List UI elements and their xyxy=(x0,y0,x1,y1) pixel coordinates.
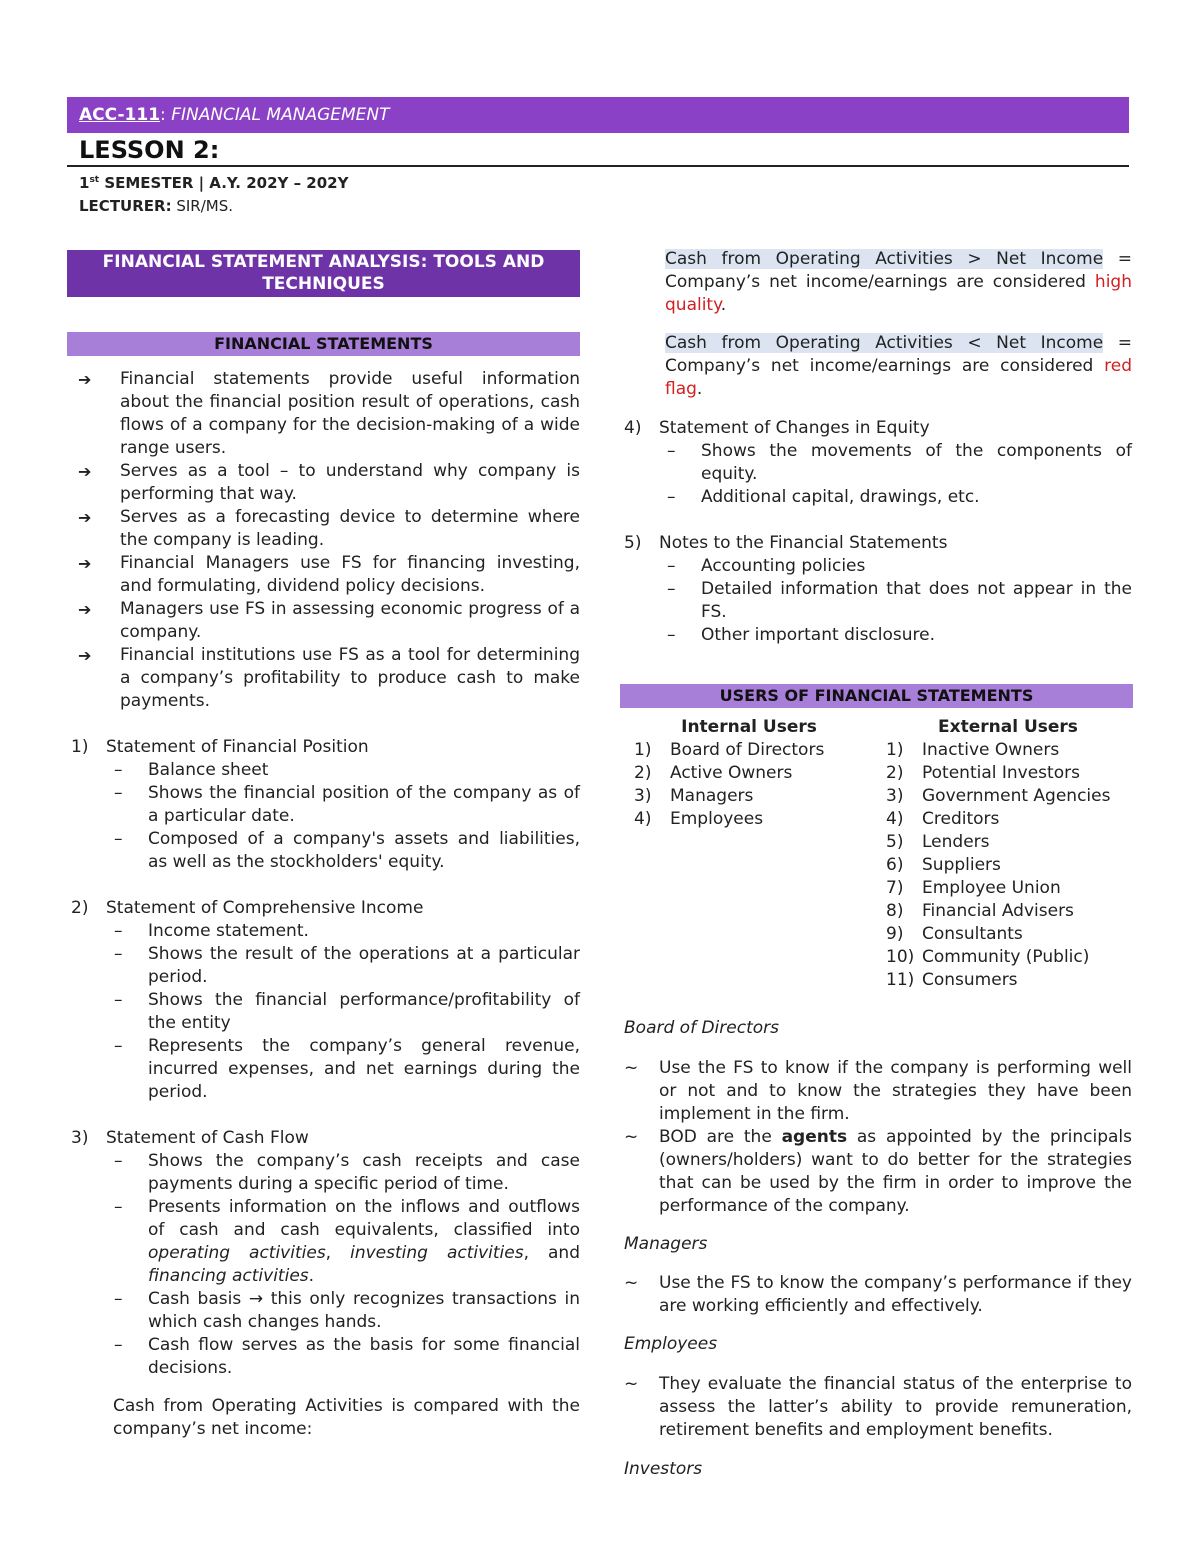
semester-line xyxy=(79,174,348,192)
users-grid xyxy=(620,708,1132,990)
course-code: ACC-111 xyxy=(79,105,161,125)
users-of-fs-heading: USERS OF FINANCIAL STATEMENTS xyxy=(620,684,1133,708)
list-item: – Other important disclosure. xyxy=(659,624,1132,647)
statement-title: Statement of Comprehensive Income xyxy=(106,898,424,918)
statement-cash-flow xyxy=(67,1127,580,1395)
list-item: ~ Use the FS to know if the company is performing well or not and to know the strategies they have been implement in the firm. xyxy=(620,1057,1132,1126)
lesson-title: LESSON 2: xyxy=(79,136,220,164)
list-item: 9) Consultants xyxy=(886,924,1023,944)
employees-heading: Employees xyxy=(624,1334,718,1354)
financial-statements-heading: FINANCIAL STATEMENTS xyxy=(67,332,580,356)
list-item: 4) Creditors xyxy=(886,809,1000,829)
list-item: – Additional capital, drawings, etc. xyxy=(659,486,1132,509)
bod-list xyxy=(620,1057,1132,1218)
list-item: – Shows the movements of the components of equity. xyxy=(659,440,1132,486)
external-users-heading: External Users xyxy=(938,717,1078,737)
comparison-high-quality: Cash from Operating Activities > Net Income = Company’s net income/earnings are considered high quality. xyxy=(665,249,1132,315)
list-item: – Income statement. xyxy=(106,920,580,943)
list-item: ~ BOD are the agents as appointed by the principals (owners/holders) want to do better for the strategies that can be used by the firm in order to improve the performance of the company. xyxy=(620,1126,1132,1218)
operating-activities-term: operating activities xyxy=(148,1243,326,1263)
list-item: – Shows the financial position of the company as of a particular date. xyxy=(106,782,580,828)
managers-heading: Managers xyxy=(624,1234,708,1254)
list-item: – Represents the company’s general revenue, incurred expenses, and net earnings during the period. xyxy=(106,1035,580,1104)
list-item: ➔ Managers use FS in assessing economic progress of a company. xyxy=(67,598,580,644)
managers-list xyxy=(620,1272,1132,1318)
semester-suffix: st xyxy=(89,175,100,185)
notes-to-fs xyxy=(620,532,1132,647)
course-separator: : xyxy=(160,105,172,125)
semester-text: SEMESTER | A.Y. 202Y – 202Y xyxy=(99,174,349,192)
fs-bullet-list xyxy=(67,368,580,713)
statement-title: Statement of Cash Flow xyxy=(106,1128,309,1148)
list-item: ➔ Financial institutions use FS as a tool for determining a company’s profitability to produce cash to make payments. xyxy=(67,644,580,713)
list-item: 4) Employees xyxy=(634,809,764,829)
list-item: 1) Inactive Owners xyxy=(886,740,1060,760)
statement-financial-position xyxy=(67,736,580,897)
high-quality-label: high quality xyxy=(665,272,1132,315)
statement-list xyxy=(67,736,580,1395)
list-item: – Detailed information that does not appear in the FS. xyxy=(659,578,1132,624)
list-item: ➔ Serves as a forecasting device to determine where the company is leading. xyxy=(67,506,580,552)
lecturer-line xyxy=(79,197,233,215)
comparison-formula: Cash from Operating Activities > Net Income xyxy=(665,249,1104,269)
list-item: 8) Financial Advisers xyxy=(886,901,1074,921)
statement-list-continued xyxy=(620,417,1132,647)
agents-term: agents xyxy=(781,1127,848,1147)
header-divider xyxy=(67,165,1129,167)
statement-title: Statement of Changes in Equity xyxy=(659,418,930,438)
semester-number: 1 xyxy=(79,174,90,192)
list-item: ➔ Financial Managers use FS for financing investing, and formulating, dividend policy decisions. xyxy=(67,552,580,598)
list-item: – Balance sheet xyxy=(106,759,580,782)
investing-activities-term: investing activities xyxy=(350,1243,524,1263)
lecturer-label: LECTURER: xyxy=(79,197,172,215)
employees-list xyxy=(620,1373,1132,1442)
list-item: 2) Active Owners xyxy=(634,763,793,783)
cash-comparison-intro: Cash from Operating Activities is compared with the company’s net income: xyxy=(113,1396,580,1439)
list-item: – Shows the financial performance/profitability of the entity xyxy=(106,989,580,1035)
lecturer-value: SIR/MS. xyxy=(171,197,233,215)
list-item: 6) Suppliers xyxy=(886,855,1001,875)
section-title: FINANCIAL STATEMENT ANALYSIS: TOOLS AND TECHNIQUES xyxy=(67,250,580,297)
statement-changes-equity xyxy=(620,417,1132,532)
course-name: FINANCIAL MANAGEMENT xyxy=(171,105,390,125)
external-users xyxy=(886,716,1136,992)
right-column xyxy=(620,248,1132,1481)
item-number: 5) xyxy=(624,533,642,553)
red-flag-label: red flag xyxy=(665,356,1132,399)
list-item: – Accounting policies xyxy=(659,555,1132,578)
item-number: 1) xyxy=(71,737,89,757)
list-item: – Presents information on the inflows and outflows of cash and cash equivalents, classified into operating activities, investing activities, and financing activities. xyxy=(106,1196,580,1288)
internal-users-heading: Internal Users xyxy=(681,717,817,737)
list-item: – Composed of a company's assets and liabilities, as well as the stockholders' equity. xyxy=(106,828,580,874)
item-number: 2) xyxy=(71,898,89,918)
list-item: 7) Employee Union xyxy=(886,878,1061,898)
list-item: 3) Government Agencies xyxy=(886,786,1111,806)
course-header-bar xyxy=(67,97,1129,133)
list-item: – Shows the company’s cash receipts and case payments during a specific period of time. xyxy=(106,1150,580,1196)
list-item: – Cash basis → this only recognizes transactions in which cash changes hands. xyxy=(106,1288,580,1334)
list-item: 5) Lenders xyxy=(886,832,990,852)
item-number: 4) xyxy=(624,418,642,438)
list-item: 3) Managers xyxy=(634,786,754,806)
bod-heading: Board of Directors xyxy=(624,1018,779,1038)
list-item: 11) Consumers xyxy=(886,970,1018,990)
left-column xyxy=(67,250,580,1441)
item-number: 3) xyxy=(71,1128,89,1148)
list-item: 2) Potential Investors xyxy=(886,763,1080,783)
list-item: ~ Use the FS to know the company’s performance if they are working efficiently and effectively. xyxy=(620,1272,1132,1318)
list-item: ~ They evaluate the financial status of the enterprise to assess the latter’s ability to provide remuneration, retirement benefits and employment benefits. xyxy=(620,1373,1132,1442)
comparison-formula: Cash from Operating Activities < Net Income xyxy=(665,333,1104,353)
statement-title: Statement of Financial Position xyxy=(106,737,369,757)
statement-title: Notes to the Financial Statements xyxy=(659,533,948,553)
list-item: 1) Board of Directors xyxy=(634,740,825,760)
internal-users xyxy=(634,716,864,831)
comparison-red-flag: Cash from Operating Activities < Net Income = Company’s net income/earnings are considered red flag. xyxy=(665,333,1132,399)
list-item: 10) Community (Public) xyxy=(886,947,1090,967)
list-item: – Cash flow serves as the basis for some financial decisions. xyxy=(106,1334,580,1380)
statement-comprehensive-income xyxy=(67,897,580,1127)
list-item: ➔ Financial statements provide useful information about the financial position result of operations, cash flows of a company for the decision-making of a wide range users. xyxy=(67,368,580,460)
financing-activities-term: financing activities xyxy=(148,1266,309,1286)
investors-heading: Investors xyxy=(624,1459,703,1479)
list-item: ➔ Serves as a tool – to understand why company is performing that way. xyxy=(67,460,580,506)
list-item: – Shows the result of the operations at a particular period. xyxy=(106,943,580,989)
